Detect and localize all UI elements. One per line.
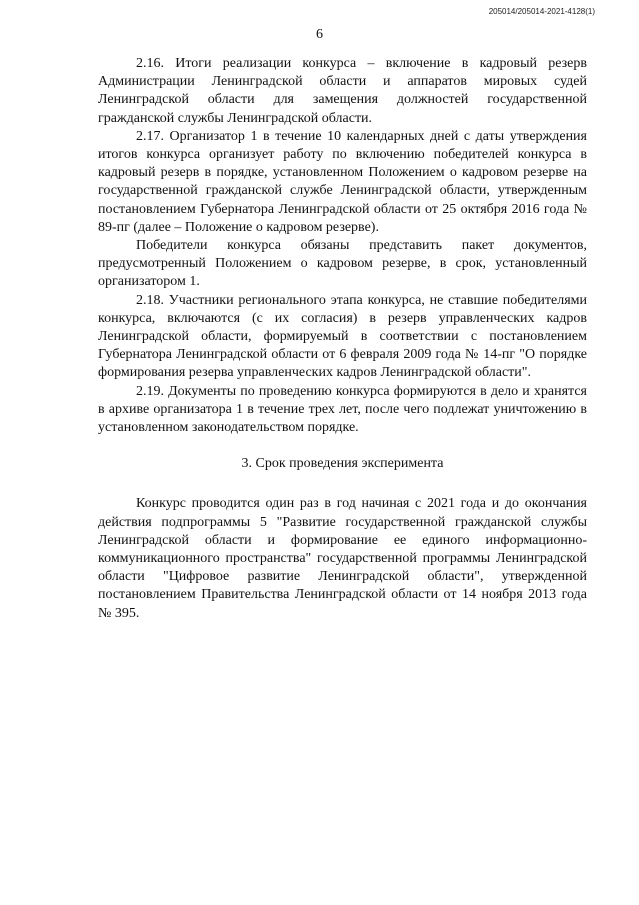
document-id: 205014/205014-2021-4128(1): [488, 7, 595, 16]
paragraph-2-18: 2.18. Участники регионального этапа конкурса, не ставшие победителями конкурса, включаются (с их согласия) в резерв управленческих кадров Ленинградской области, формируемый в соответствии с постановлением Губернатора Ленинградской области от 6 февраля 2009 года № 14-пг "О порядке формирования резерва управленческих кадров Ленинградской области".: [98, 292, 587, 381]
paragraph-section-3: Конкурс проводится один раз в год начиная с 2021 года и до окончания действия подпрограммы 5 "Развитие государственной гражданской службы Ленинградской области и формирование ее единого информационно-коммуникационного пространства" государственной программы Ленинградской области "Цифровое развитие Ленинградской области", утвержденной постановлением Правительства Ленинградской области от 14 ноября 2013 года № 395.: [98, 496, 587, 621]
document-body: [98, 55, 587, 623]
page-number: 6: [316, 27, 323, 42]
paragraph-2-19: 2.19. Документы по проведению конкурса формируются в дело и хранятся в архиве организатора 1 в течение трех лет, после чего подлежат уничтожению в установленном законодательством порядке.: [98, 383, 587, 436]
paragraph-winners: Победители конкурса обязаны представить пакет документов, предусмотренный Положением о кадровом резерве, в срок, установленный организатором 1.: [98, 238, 587, 290]
section-heading: 3. Срок проведения эксперимента: [241, 456, 444, 472]
paragraph-2-16: 2.16. Итоги реализации конкурса – включение в кадровый резерв Администрации Ленинградской области и аппаратов мировых судей Ленинградской области для замещения должностей государственной гражданской службы Ленинградской области.: [98, 56, 587, 126]
paragraph-2-17: 2.17. Организатор 1 в течение 10 календарных дней с даты утверждения итогов конкурса организует работу по включению победителей конкурса в кадровый резерв в порядке, установленном Положением о кадровом резерве на государственной гражданской службе Ленинградской области, утвержденным постановлением Губернатора Ленинградской области от 25 октября 2016 года № 89-пг (далее – Положение о кадровом резерве).: [98, 128, 587, 235]
